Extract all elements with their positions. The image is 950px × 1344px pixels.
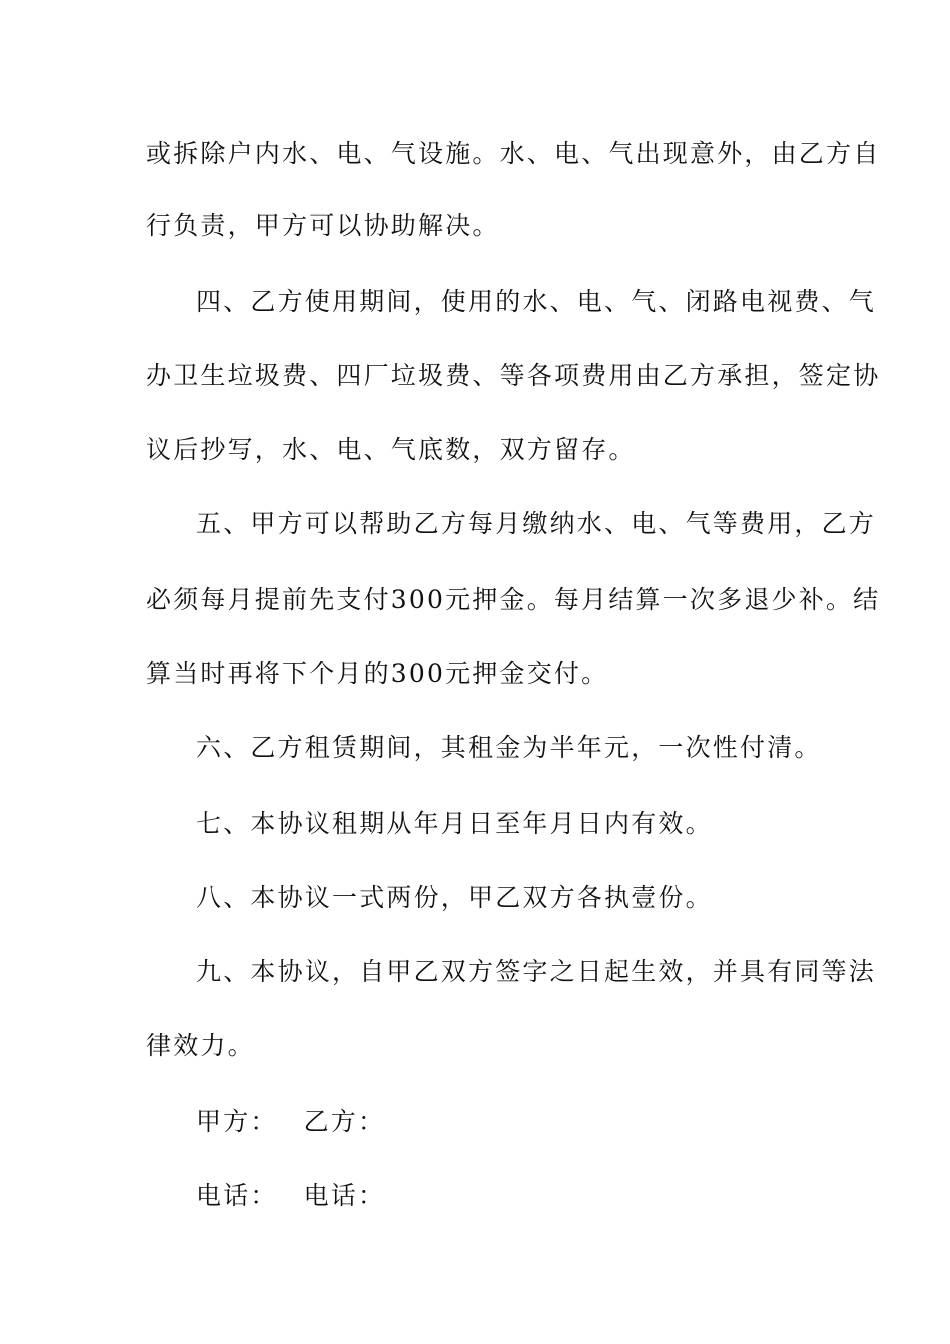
text-line: 行负责，甲方可以协助解决。 bbox=[146, 211, 500, 240]
phone-a-label: 电话： bbox=[196, 1181, 278, 1210]
party-a-label: 甲方： bbox=[196, 1107, 278, 1136]
text-line: 律效力。 bbox=[146, 1031, 255, 1060]
text-line: 必须每月提前先支付300元押金。每月结算一次多退少补。结 bbox=[146, 585, 881, 614]
text-line: 或拆除户内水、电、气设施。水、电、气出现意外，由乙方自 bbox=[146, 139, 881, 168]
clause-5-line: 五、甲方可以帮助乙方每月缴纳水、电、气等费用，乙方 bbox=[196, 509, 877, 538]
phone-b-label: 电话： bbox=[303, 1181, 386, 1210]
clause-9-line: 九、本协议，自甲乙双方签字之日起生效，并具有同等法 bbox=[196, 957, 877, 986]
signature-party-row bbox=[196, 1106, 385, 1138]
clause-4-line: 四、乙方使用期间，使用的水、电、气、闭路电视费、气 bbox=[196, 287, 877, 316]
clause-8-line: 八、本协议一式两份，甲乙双方各执壹份。 bbox=[196, 883, 713, 912]
text-line: 议后抄写，水、电、气底数，双方留存。 bbox=[146, 435, 636, 464]
clause-6-line: 六、乙方租赁期间，其租金为半年元，一次性付清。 bbox=[196, 733, 822, 762]
text-line: 办卫生垃圾费、四厂垃圾费、等各项费用由乙方承担，签定协 bbox=[146, 361, 881, 390]
clause-7-line: 七、本协议租期从年月日至年月日内有效。 bbox=[196, 809, 713, 838]
party-b-label: 乙方： bbox=[303, 1107, 386, 1136]
signature-phone-row bbox=[196, 1180, 385, 1212]
text-line: 算当时再将下个月的300元押金交付。 bbox=[146, 659, 609, 688]
